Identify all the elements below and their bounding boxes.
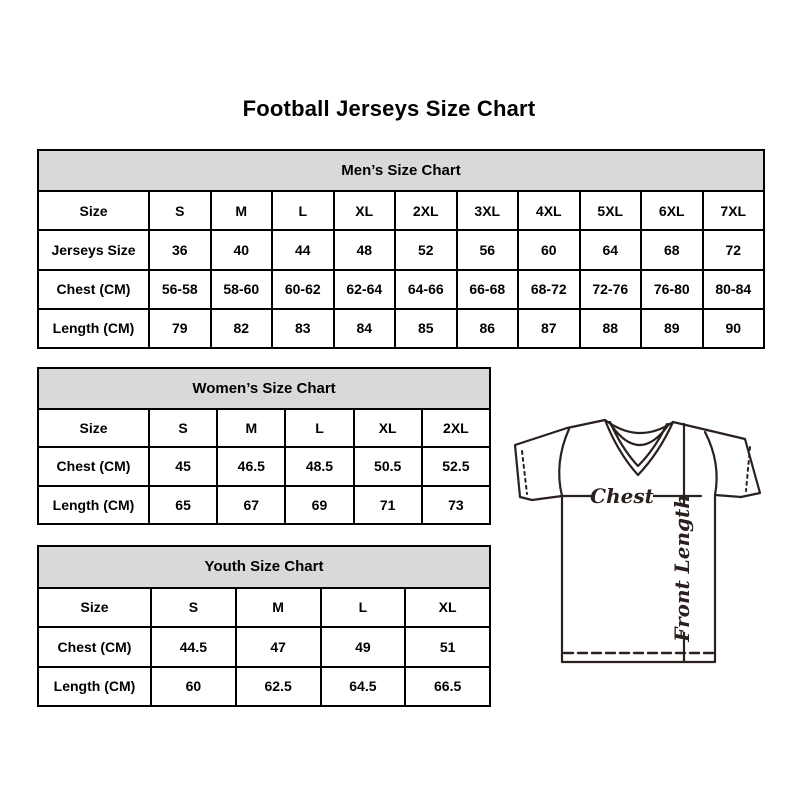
mens-table-title: Men’s Size Chart [38,150,764,191]
mens-value-cell: 66-68 [457,270,519,309]
mens-value-cell: 62-64 [334,270,396,309]
womens-size-chart-table [37,367,491,525]
youth-table-title: Youth Size Chart [38,546,490,588]
mens-value-cell: 84 [334,309,396,348]
mens-value-cell: 80-84 [703,270,765,309]
mens-size-chart-table-container [37,149,765,349]
mens-value-cell: 86 [457,309,519,348]
front-length-label: Front Length [670,494,694,642]
mens-row-label: Chest (CM) [38,270,149,309]
youth-value-cell: 60 [151,667,236,706]
mens-value-cell: 56-58 [149,270,211,309]
womens-col-header-L: L [285,409,353,447]
youth-value-cell: 49 [321,627,406,666]
womens-value-cell: 71 [354,486,422,525]
mens-col-header-XL: XL [334,191,396,230]
youth-row-label: Chest (CM) [38,627,151,666]
mens-col-header-4XL: 4XL [518,191,580,230]
jersey-right-shoulder [673,422,707,430]
mens-row-label: Length (CM) [38,309,149,348]
youth-size-chart-table-container [37,545,491,707]
mens-value-cell: 60-62 [272,270,334,309]
womens-value-cell: 50.5 [354,447,422,485]
page-title: Football Jerseys Size Chart [242,96,536,121]
mens-value-cell: 44 [272,230,334,269]
mens-value-cell: 64-66 [395,270,457,309]
mens-value-cell: 68 [641,230,703,269]
mens-value-cell: 68-72 [518,270,580,309]
mens-col-header-3XL: 3XL [457,191,519,230]
womens-col-header-M: M [217,409,285,447]
womens-value-cell: 65 [149,486,217,525]
womens-col-header-XL: XL [354,409,422,447]
womens-value-cell: 46.5 [217,447,285,485]
womens-value-cell: 67 [217,486,285,525]
jersey-left-armhole-seam [559,429,569,496]
chest-label: Chest [590,484,654,508]
youth-size-chart-table [37,545,491,707]
womens-size-header: Size [38,409,149,447]
mens-value-cell: 82 [211,309,273,348]
mens-value-cell: 76-80 [641,270,703,309]
mens-table-row [38,270,764,309]
mens-value-cell: 64 [580,230,642,269]
mens-value-cell: 90 [703,309,765,348]
mens-size-chart-table [37,149,765,349]
mens-value-cell: 52 [395,230,457,269]
womens-col-header-2XL: 2XL [422,409,490,447]
mens-value-cell: 40 [211,230,273,269]
jersey-left-cuff-stitch [522,451,527,494]
womens-table-title: Women’s Size Chart [38,368,490,409]
mens-value-cell: 56 [457,230,519,269]
mens-col-header-S: S [149,191,211,230]
mens-col-header-L: L [272,191,334,230]
jersey-right-armhole-seam [705,432,717,495]
womens-table-row [38,486,490,525]
mens-size-header: Size [38,191,149,230]
mens-col-header-M: M [211,191,273,230]
mens-value-cell: 83 [272,309,334,348]
womens-value-cell: 69 [285,486,353,525]
youth-col-header-S: S [151,588,236,627]
womens-row-label: Chest (CM) [38,447,149,485]
mens-value-cell: 88 [580,309,642,348]
youth-value-cell: 47 [236,627,321,666]
jersey-measurement-diagram [505,405,775,683]
youth-value-cell: 62.5 [236,667,321,706]
womens-value-cell: 48.5 [285,447,353,485]
mens-col-header-2XL: 2XL [395,191,457,230]
womens-col-header-S: S [149,409,217,447]
mens-value-cell: 72 [703,230,765,269]
mens-value-cell: 89 [641,309,703,348]
womens-value-cell: 73 [422,486,490,525]
youth-col-header-XL: XL [405,588,490,627]
youth-col-header-L: L [321,588,406,627]
youth-value-cell: 44.5 [151,627,236,666]
mens-row-label: Jerseys Size [38,230,149,269]
youth-value-cell: 64.5 [321,667,406,706]
mens-value-cell: 72-76 [580,270,642,309]
mens-value-cell: 85 [395,309,457,348]
youth-value-cell: 66.5 [405,667,490,706]
mens-value-cell: 60 [518,230,580,269]
youth-table-row [38,667,490,706]
womens-row-label: Length (CM) [38,486,149,525]
youth-size-header: Size [38,588,151,627]
womens-value-cell: 45 [149,447,217,485]
mens-value-cell: 79 [149,309,211,348]
youth-table-row [38,627,490,666]
womens-size-chart-table-container [37,367,491,525]
youth-row-label: Length (CM) [38,667,151,706]
youth-value-cell: 51 [405,627,490,666]
mens-table-row [38,230,764,269]
mens-table-row [38,309,764,348]
womens-value-cell: 52.5 [422,447,490,485]
mens-col-header-6XL: 6XL [641,191,703,230]
mens-col-header-7XL: 7XL [703,191,765,230]
youth-col-header-M: M [236,588,321,627]
mens-value-cell: 48 [334,230,396,269]
mens-value-cell: 58-60 [211,270,273,309]
jersey-left-shoulder [567,420,605,428]
mens-value-cell: 36 [149,230,211,269]
jersey-diagram-svg [505,405,775,683]
mens-col-header-5XL: 5XL [580,191,642,230]
mens-value-cell: 87 [518,309,580,348]
womens-table-row [38,447,490,485]
